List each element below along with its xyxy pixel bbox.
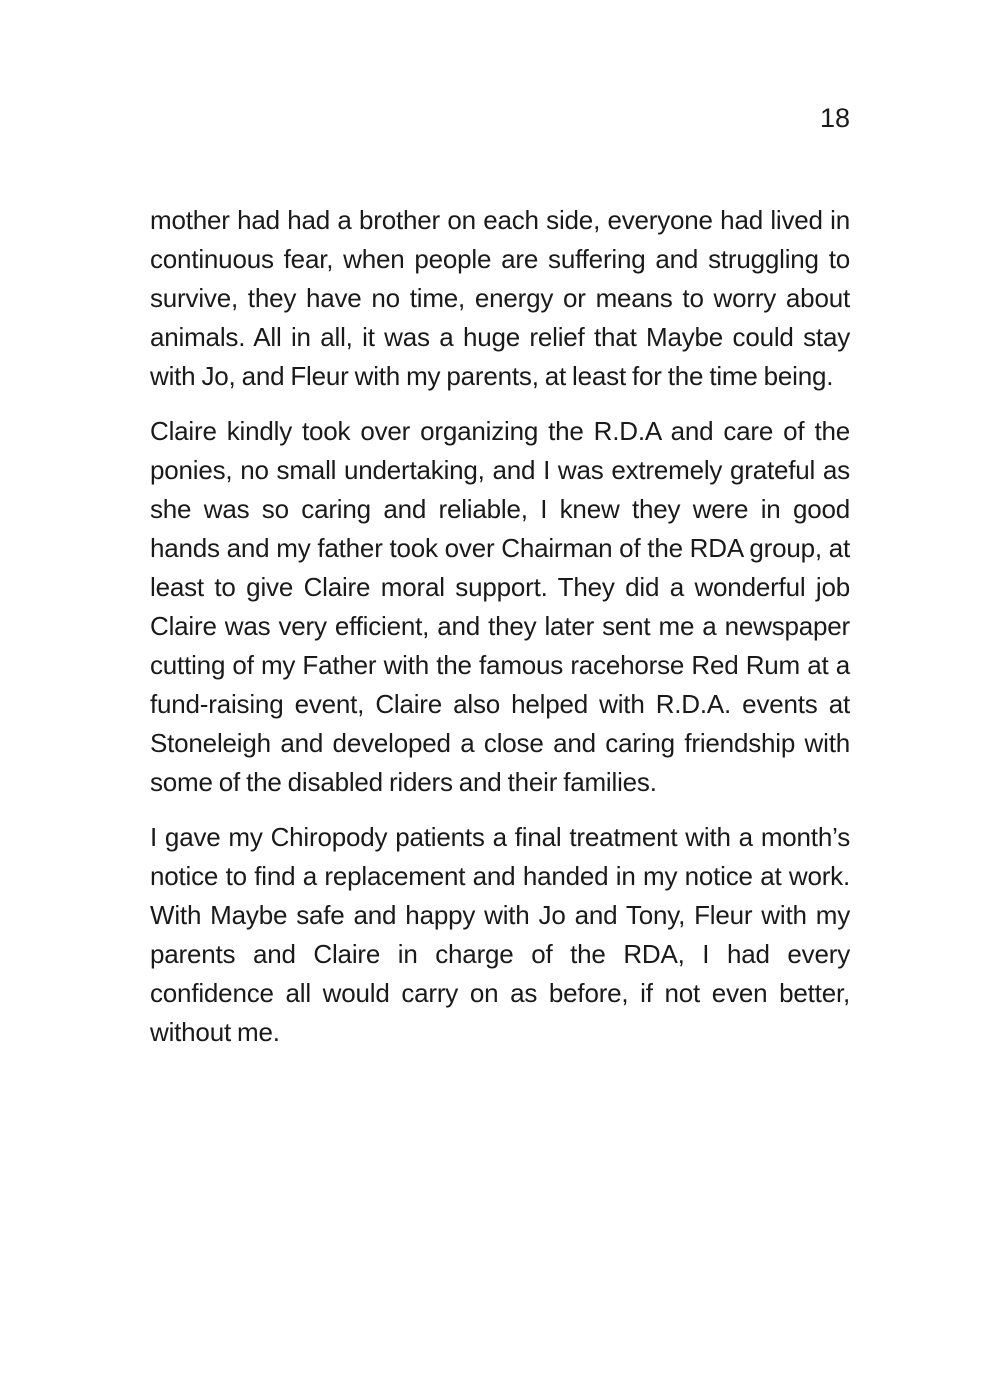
paragraph: mother had had a brother on each side, everyone had lived in continuous fear, when people are suffering and struggling to survive, they have no time, energy or means to worry about animals. All in all, it was a huge relief that Maybe could stay with Jo, and Fleur with my parents, at least for the time being. xyxy=(150,205,850,391)
paragraph: Claire kindly took over organizing the R.D.A and care of the ponies, no small undertaking, and I was extremely grateful as she was so caring and reliable, I knew they were in good hands and my father took over Chairman of the RDA group, at least to give Claire moral support. They did a wonderful job Claire was very efficient, and they later sent me a newspaper cutting of my Father with the famous racehorse Red Rum at a fund-raising event, Claire also helped with R.D.A. events at Stoneleigh and developed a close and caring friendship with some of the disabled riders and their families. xyxy=(150,416,850,797)
page-number: 18 xyxy=(819,103,850,133)
paragraph: I gave my Chiropody patients a final treatment with a month’s notice to find a replacement and handed in my notice at work. With Maybe safe and happy with Jo and Tony, Fleur with my parents and Claire in charge of the RDA, I had every confidence all would carry on as before, if not even better, without me. xyxy=(150,822,850,1047)
body-text xyxy=(150,201,850,1068)
